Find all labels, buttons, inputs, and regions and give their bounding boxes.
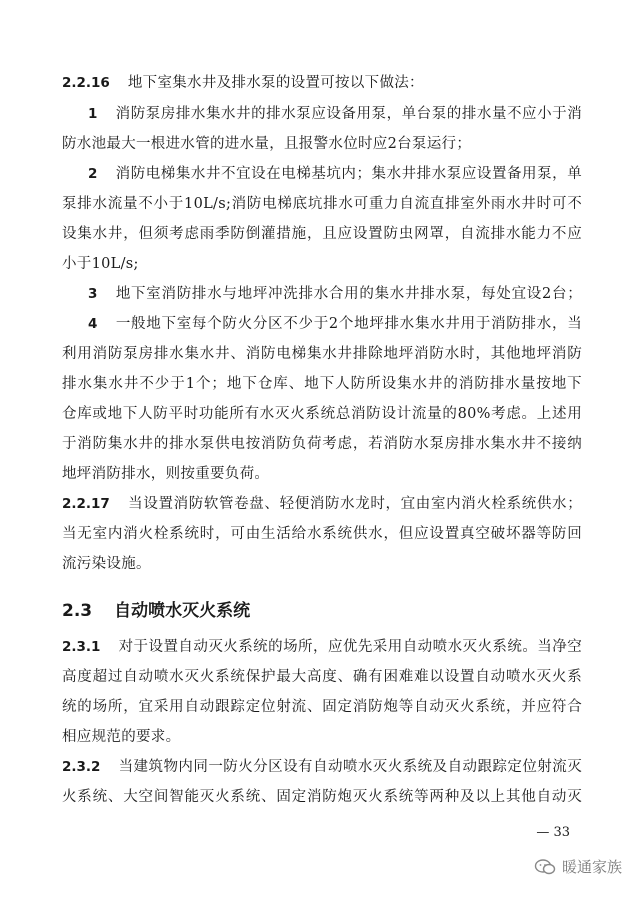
line-text: 对于设置自动灭火系统的场所，应优先采用自动喷水灭火系统。当净空 (118, 639, 582, 655)
text-line (62, 554, 582, 574)
text-line (62, 524, 582, 544)
text-line (62, 637, 582, 657)
line-text: 高度超过自动喷水灭火系统保护最大高度、确有困难难以设置自动喷水灭火系 (62, 669, 582, 685)
text-line (62, 464, 582, 484)
text-line (62, 164, 582, 184)
line-text: 排水集水井不少于1个；地下仓库、地下人防所设集水井的消防排水量按地下 (62, 376, 582, 392)
watermark (534, 856, 622, 877)
text-line (62, 224, 582, 244)
text-line (62, 73, 582, 93)
clause-number: 2.3.1 (62, 639, 101, 655)
text-line (62, 494, 582, 514)
line-text: 消防泵房排水集水井的排水泵应设备用泵，单台泵的排水量不应小于消 (115, 106, 582, 122)
line-text: 消防电梯集水井不宜设在电梯基坑内；集水井排水泵应设置备用泵，单 (115, 166, 582, 182)
line-text: 火系统、大空间智能灭火系统、固定消防炮灭火系统等两种及以上其他自动灭 (62, 789, 582, 805)
line-text: 统的场所，宜采用自动跟踪定位射流、固定消防炮等自动灭火系统，并应符合 (62, 699, 582, 715)
line-text: 当设置消防软管卷盘、轻便消防水龙时，宜由室内消火栓系统供水； (127, 496, 582, 512)
line-text: 一般地下室每个防火分区不少于2个地坪排水集水井用于消防排水，当 (115, 316, 582, 332)
line-text: 地下室消防排水与地坪冲洗排水合用的集水井排水泵，每处宜设2台； (115, 286, 582, 302)
line-text: 当无室内消火栓系统时，可由生活给水系统供水，但应设置真空破坏器等防回 (62, 526, 582, 542)
section-number: 2.3 (62, 601, 93, 621)
clause-number: 2.2.17 (62, 496, 110, 512)
text-line (62, 344, 582, 364)
text-line (62, 787, 582, 807)
line-text: 流污染设施。 (62, 556, 151, 572)
text-line (62, 667, 582, 687)
line-text: 泵排水流量不小于10L/s;消防电梯底坑排水可重力自流直排室外雨水井时可不 (62, 196, 582, 212)
line-text: 仓库或地下人防平时功能所有水灭火系统总消防设计流量的80%考虑。上述用 (62, 406, 582, 422)
clause-number: 2.3.2 (62, 759, 101, 775)
item-number: 4 (88, 316, 98, 332)
line-text: 地下室集水井及排水泵的设置可按以下做法： (127, 75, 424, 91)
section-title: 自动喷水灭火系统 (114, 601, 251, 621)
text-line (62, 134, 582, 154)
section-heading (62, 600, 250, 622)
item-number: 3 (88, 286, 98, 302)
item-number: 2 (88, 166, 98, 182)
item-number: 1 (88, 106, 98, 122)
text-line (62, 254, 582, 274)
text-line (62, 727, 582, 747)
text-line (62, 314, 582, 334)
line-text: 利用消防泵房排水集水井、消防电梯集水井排除地坪消防水时，其他地坪消防 (62, 346, 582, 362)
text-line (62, 434, 582, 454)
text-line (62, 104, 582, 124)
clause-number: 2.2.16 (62, 75, 110, 91)
watermark-text: 暖通家族 (561, 858, 622, 876)
page-number: — 33 (536, 825, 570, 840)
text-line (62, 194, 582, 214)
line-text: 于消防集水井的排水泵供电按消防负荷考虑，若消防水泵房排水集水井不接纳 (62, 436, 582, 452)
text-line (62, 404, 582, 424)
line-text: 小于10L/s; (62, 256, 139, 272)
text-line (62, 374, 582, 394)
line-text: 防水池最大一根进水管的进水量，且报警水位时应2台泵运行； (62, 136, 472, 152)
text-line (62, 757, 582, 777)
line-text: 设集水井，但须考虑雨季防倒灌措施，且应设置防虫网罩，自流排水能力不应 (62, 226, 582, 242)
text-line (62, 697, 582, 717)
chat-bubble-icon (534, 858, 556, 876)
line-text: 相应规范的要求。 (62, 729, 181, 745)
line-text: 地坪消防排水，则按重要负荷。 (62, 466, 270, 482)
text-line (62, 284, 582, 304)
line-text: 当建筑物内同一防火分区设有自动喷水灭火系统及自动跟踪定位射流灭 (118, 759, 582, 775)
